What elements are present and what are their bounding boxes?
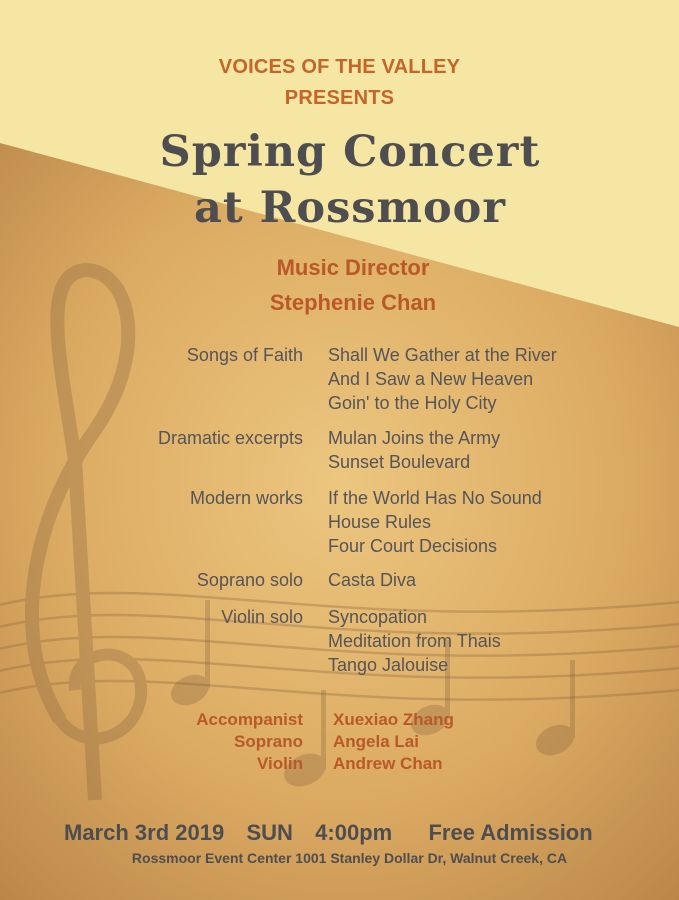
- title-line-1: Spring Concert: [159, 127, 541, 177]
- performer-row: [0, 709, 679, 731]
- program-category: Dramatic excerpts: [157, 428, 303, 448]
- event-day: SUN: [246, 820, 293, 845]
- program-category: Modern works: [189, 488, 303, 508]
- event-date: March 3rd 2019: [64, 820, 225, 845]
- performer-row: [0, 731, 679, 753]
- presenter-line-1: VOICES OF THE VALLEY: [218, 56, 461, 78]
- program-pieces: [328, 486, 542, 558]
- program-piece: And I Saw a New Heaven: [328, 369, 534, 389]
- director-name: Stephenie Chan: [269, 290, 437, 315]
- program-category: Violin solo: [221, 607, 303, 627]
- event-admission: Free Admission: [428, 820, 593, 845]
- program-piece: Syncopation: [328, 607, 428, 627]
- director-role: Music Director: [276, 255, 430, 280]
- performer-role: Accompanist: [196, 710, 303, 729]
- performer-name: Xuexiao Zhang: [333, 710, 454, 729]
- presenter-line-2: PRESENTS: [284, 87, 395, 109]
- program-piece: Tango Jalouise: [328, 655, 449, 675]
- program-piece: Goin' to the Holy City: [328, 393, 497, 413]
- program-category: Songs of Faith: [186, 345, 303, 365]
- title-line-2: at Rossmoor: [193, 183, 507, 233]
- performer-role: Soprano: [234, 732, 303, 751]
- program-piece: Casta Diva: [328, 570, 417, 590]
- program-piece: Four Court Decisions: [328, 536, 498, 556]
- music-director: [0, 250, 679, 320]
- performer-role: Violin: [257, 754, 303, 773]
- program-piece: If the World Has No Sound: [328, 488, 542, 508]
- performer-row: [0, 753, 679, 775]
- event-venue: Rossmoor Event Center 1001 Stanley Dollar Dr, Walnut Creek, CA: [131, 850, 568, 866]
- program-pieces: [328, 568, 416, 592]
- presenter-heading: [0, 52, 679, 114]
- event-details: [64, 818, 593, 848]
- program-category: Soprano solo: [196, 570, 303, 590]
- concert-title: [0, 124, 679, 236]
- program-piece: Shall We Gather at the River: [328, 345, 557, 365]
- program-piece: Sunset Boulevard: [328, 452, 471, 472]
- program-piece: Meditation from Thais: [328, 631, 501, 651]
- program-pieces: [328, 343, 557, 415]
- program-pieces: [328, 605, 501, 677]
- program-pieces: [328, 426, 500, 474]
- performer-name: Andrew Chan: [333, 754, 443, 773]
- performer-name: Angela Lai: [333, 732, 419, 751]
- program-piece: Mulan Joins the Army: [328, 428, 501, 448]
- event-time: 4:00pm: [315, 820, 393, 845]
- program-piece: House Rules: [328, 512, 432, 532]
